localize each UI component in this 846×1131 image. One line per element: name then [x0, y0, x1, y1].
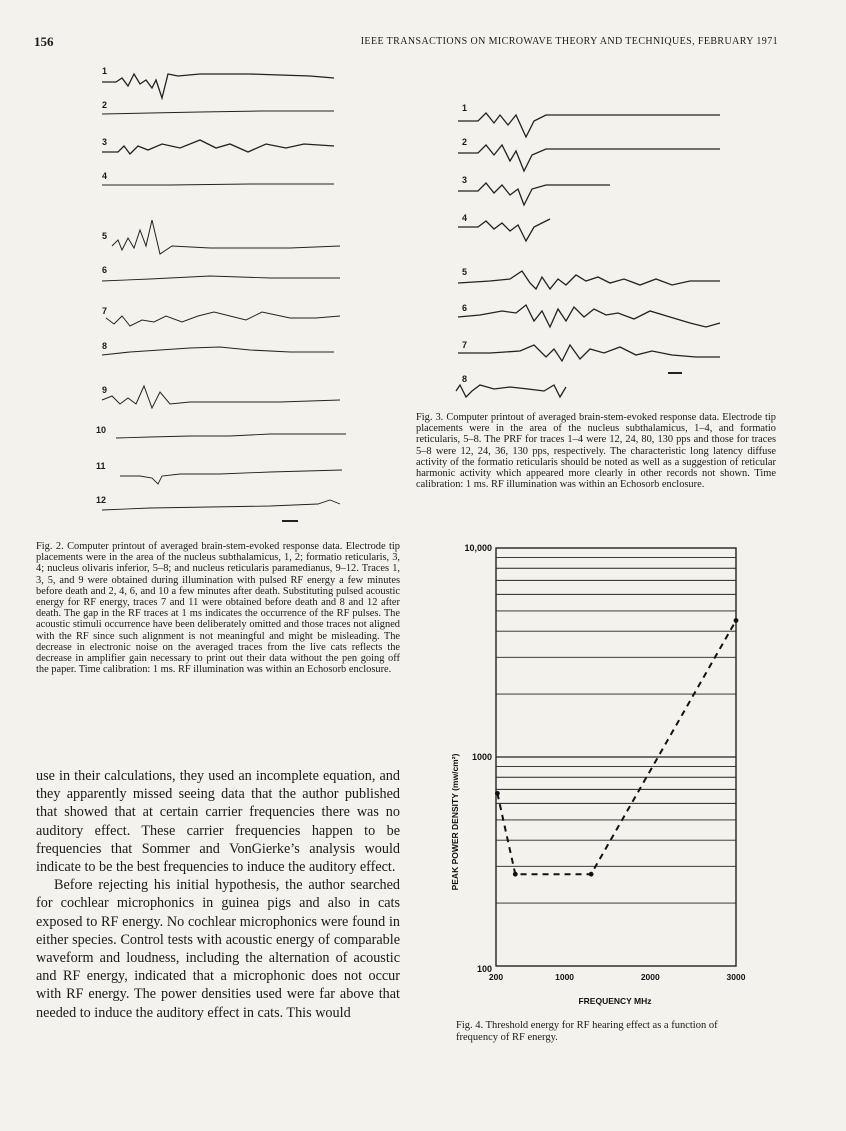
- fig2-caption: [36, 541, 400, 675]
- fig4-y-axis-label: PEAK POWER DENSITY (mw/cm²): [450, 753, 460, 891]
- fig4-grid: [496, 548, 736, 966]
- fig3-waveforms: [450, 95, 750, 405]
- fig4-data-point: [734, 618, 739, 623]
- fig2-trace-7: [106, 312, 340, 326]
- fig2-caption-text: Computer printout of averaged brain-stem-evoked response data. Electrode tip placements were in the area of the nucleus subthalamicus, 1, 2; formatio reticularis, 3, 4; nucleus olivaris inferior, 5–8; and nucleus reticularis paramedianus, 9–12. Traces 1, 3, 5, and 9 were obtained during illumination with pulsed RF energy a few minutes before death and 2, 4, 6, and 10 a few minutes after death. Substituting pulsed acoustic energy for RF energy, traces 7 and 11 were obtained before death and 8 and 12 after death. The gap in the RF traces at 1 ms indicates the occurrence of the RF pulses. The acoustic stimuli occurrence have been deliberately omitted and those traces not aligned with the RF since such alignment is not meaningful and might be misleading. The decrease in electronic noise on the averaged traces from the live cats reflects the decrease in amplifier gain necessary to print out their data without the pen going off the paper. Time calibration: 1 ms. RF illumination was within an Echosorb enclosure.: [36, 541, 400, 676]
- page-number: 156: [34, 34, 54, 49]
- fig4-x-tick-label: 200: [488, 972, 504, 982]
- fig4-caption-text: Threshold energy for RF hearing effect as a function of frequency of RF energy.: [456, 1020, 718, 1043]
- fig2-trace-label: 1: [102, 66, 108, 76]
- fig4-x-tick-label: 1000: [555, 972, 575, 982]
- body-paragraph: use in their calculations, they used an incomplete equation, and they apparently missed seeing data that the author published that showed that at certain carrier frequencies there was no auditory effect. These carrier frequencies happen to be frequencies that Sommer and VonGierke’s analysis would indicate to be the best frequencies to induce the auditory effect.: [36, 768, 400, 876]
- fig2-trace-3: [102, 140, 334, 154]
- fig3-caption-label: Fig. 3.: [416, 412, 444, 423]
- running-header: [0, 34, 846, 50]
- fig4-series-line: [497, 621, 736, 875]
- fig4-x-axis-label: FREQUENCY MHz: [578, 996, 652, 1006]
- fig3-trace-4: [458, 219, 550, 241]
- fig3-trace-6: [458, 305, 720, 327]
- fig3-trace-label: 2: [462, 137, 468, 147]
- fig3-trace-label: 1: [462, 103, 468, 113]
- fig2-trace-8: [102, 347, 334, 355]
- body-paragraph: Before rejecting his initial hypothesis, the author searched for cochlear microphonics in guinea pigs and also in cats exposed to RF energy. No cochlear microphonics were found in either species. Control tests with acoustic energy of comparable waveform and loudness, including the alternation of acoustic and RF energy, indicated that a microphonic does not occur with RF energy. The power densities used were far above that needed to induce the auditory effect in cats. This would: [36, 877, 400, 1021]
- fig3-caption: [416, 412, 776, 490]
- fig2-trace-1: [102, 74, 334, 98]
- fig3-trace-label: 5: [462, 267, 468, 277]
- fig3-trace-3: [458, 183, 610, 205]
- fig2-trace-label: 6: [102, 265, 108, 275]
- fig4-y-ticks: [464, 543, 492, 974]
- fig2-trace-label: 12: [96, 495, 107, 505]
- fig2-trace-5: [112, 220, 340, 254]
- fig4-caption: [456, 1020, 746, 1043]
- fig2-trace-label: 3: [102, 137, 108, 147]
- fig4-y-tick-label: 1000: [471, 752, 492, 762]
- fig2-trace-label: 2: [102, 100, 108, 110]
- fig2-trace-label: 10: [96, 425, 107, 435]
- fig4-x-tick-label: 3000: [726, 972, 746, 982]
- journal-title: IEEE TRANSACTIONS ON MICROWAVE THEORY AND TECHNIQUES, FEBRUARY 1971: [360, 36, 778, 47]
- fig2-trace-10: [116, 434, 346, 438]
- fig2-trace-9: [102, 386, 340, 408]
- fig3-traces: [450, 95, 750, 405]
- fig2-trace-label: 8: [102, 341, 108, 351]
- fig4-y-tick-label: 100: [476, 964, 492, 974]
- fig2-trace-11: [120, 470, 342, 484]
- fig3-trace-label: 4: [462, 213, 468, 223]
- fig3-trace-5: [458, 271, 720, 289]
- fig3-trace-2: [458, 145, 720, 171]
- fig2-trace-label: 11: [96, 461, 106, 471]
- fig2-trace-6: [102, 276, 340, 281]
- fig3-trace-label: 8: [462, 374, 468, 384]
- fig2-traces: [90, 60, 350, 530]
- fig3-trace-label: 7: [462, 340, 468, 350]
- fig2-trace-label: 5: [102, 231, 108, 241]
- fig4-y-tick-label: 10,000: [464, 543, 492, 553]
- fig2-trace-2: [102, 111, 334, 114]
- fig3-trace-8: [456, 385, 566, 397]
- fig2-trace-label: 4: [102, 171, 108, 181]
- fig3-trace-label: 3: [462, 175, 468, 185]
- fig3-trace-label: 6: [462, 303, 468, 313]
- fig2-trace-label: 7: [102, 306, 108, 316]
- fig4-x-tick-label: 2000: [640, 972, 660, 982]
- fig4-chart: [410, 530, 790, 1030]
- body-text: [36, 767, 400, 1022]
- fig3-caption-text: Computer printout of averaged brain-stem-evoked response data. Electrode tip placements were in the area of the nucleus subthalamicus, 1–4, and formatio reticularis, 5–8. The PRF for traces 1–4 were 12, 24, 80, 130 pps and those for traces 5–8 were 12, 24, 36, 130 pps, respectively. The characteristic long latency diffuse activity of the formatio reticularis should be noted as well as a suggestion of reticular harmonic activity which appeared more clearly in other records not shown. Time calibration: 1 ms. RF illumination was within an Echosorb enclosure.: [416, 412, 777, 491]
- fig4-data-point: [495, 791, 500, 796]
- fig2-caption-label: Fig. 2.: [36, 541, 64, 552]
- fig4-data-point: [513, 872, 518, 877]
- fig2-trace-4: [102, 184, 334, 185]
- fig3-trace-1: [458, 113, 720, 137]
- fig2-waveforms: [90, 60, 350, 530]
- fig3-trace-7: [458, 345, 720, 361]
- fig4-x-ticks: [489, 972, 746, 982]
- fig2-trace-12: [102, 500, 340, 510]
- fig4-data-point: [589, 872, 594, 877]
- fig2-trace-label: 9: [102, 385, 108, 395]
- fig4-caption-label: Fig. 4.: [456, 1020, 484, 1031]
